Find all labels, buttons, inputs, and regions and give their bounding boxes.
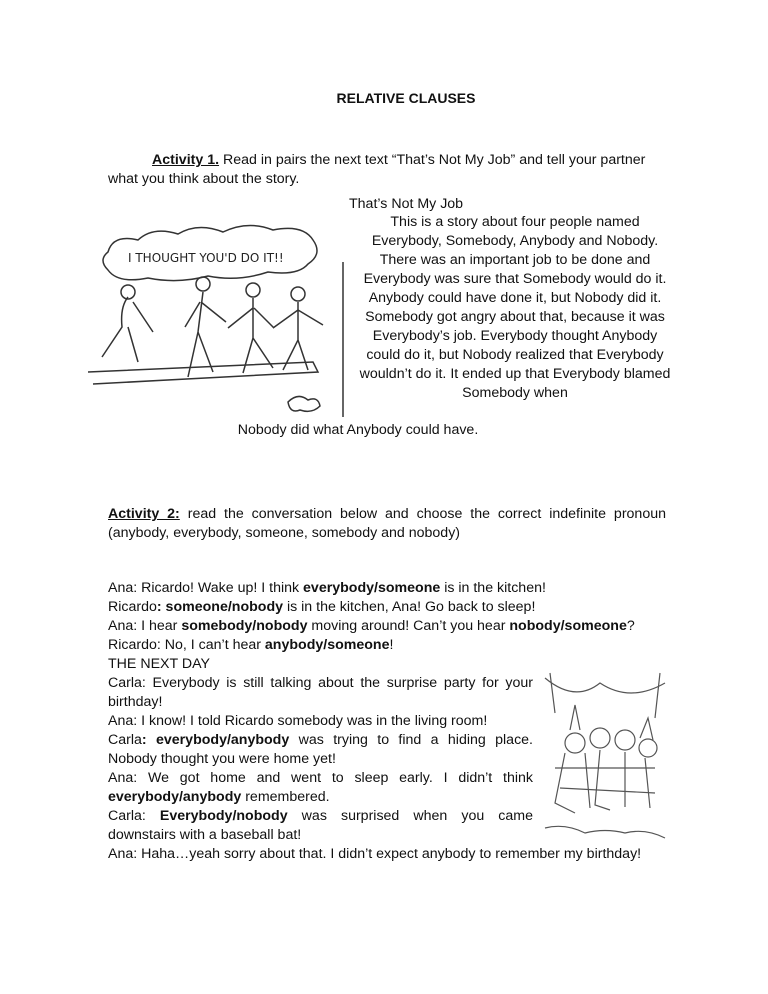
story-title: That’s Not My Job xyxy=(349,196,464,212)
activity-1-text: Read in pairs the next text “That’s Not My Job” and tell your partner what you think about the story. xyxy=(108,152,646,187)
pronoun-choice: Everybody/nobody xyxy=(159,808,288,824)
activity-2-text: read the conversation below and choose the correct indefinite pronoun xyxy=(179,506,666,522)
dialogue-text: Carla: xyxy=(108,808,160,824)
dialogue-text: Ana: Ricardo! Wake up! I think xyxy=(108,580,304,596)
page-title: RELATIVE CLAUSES xyxy=(336,90,476,106)
dialogue-text: remembered. xyxy=(241,789,330,805)
dialogue-text: Ricardo xyxy=(108,599,157,615)
dialogue-line xyxy=(108,769,533,807)
activity-2-instructions xyxy=(108,505,666,543)
dialogue-text: is in the kitchen! xyxy=(440,580,546,596)
pronoun-choice: nobody/someone xyxy=(509,618,627,634)
speech-bubble-text: I THOUGHT YOU'D DO IT!! xyxy=(128,251,284,265)
dialogue-text: is in the kitchen, Ana! Go back to sleep! xyxy=(283,599,536,615)
dialogue-line xyxy=(108,617,668,636)
dialogue-text: Carla: Everybody is still talking about the surprise party for your birthday! xyxy=(108,675,533,710)
dialogue-text: Ana: I hear xyxy=(108,618,182,634)
pronoun-choice: everybody/someone xyxy=(303,580,441,596)
dialogue-text: THE NEXT DAY xyxy=(108,656,210,672)
activity-2-pronoun-list: (anybody, everybody, someone, somebody and nobody) xyxy=(108,525,461,541)
dialogue-text: ? xyxy=(626,618,635,634)
pronoun-choice: somebody/nobody xyxy=(181,618,308,634)
pronoun-choice: : everybody/anybody xyxy=(141,732,290,748)
pronoun-choice: : someone/nobody xyxy=(156,599,284,615)
dialogue-line xyxy=(108,579,668,598)
dialogue-line xyxy=(108,807,533,845)
dialogue-text: Ricardo: No, I can’t hear xyxy=(108,637,265,653)
dialogue-line xyxy=(108,845,668,864)
story-last-line: Nobody did what Anybody could have. xyxy=(237,422,479,438)
dialogue-line xyxy=(108,731,533,769)
dialogue-text: Ana: We got home and went to sleep early. I didn’t think xyxy=(108,770,533,786)
dialogue-line xyxy=(108,636,668,655)
party-illustration xyxy=(540,668,668,843)
story-body: This is a story about four people named Everybody, Somebody, Anybody and Nobody. There was an important job to be done and Everybody was sure that Somebody would do it. Anybody could have done it, but Nobody did it. Somebody got angry about that, because it was Everybody’s job. Everybody thought Anybody could do it, but Nobody realized that Everybody wouldn’t do it. It ended up that Everybody blamed Somebody when xyxy=(359,214,671,401)
dialogue-text: was surprised when you came downstairs with a baseball bat! xyxy=(108,808,533,843)
cartoon-illustration xyxy=(88,222,350,422)
activity-1-label: Activity 1. xyxy=(152,152,220,168)
dialogue-text: Carla xyxy=(108,732,142,748)
dialogue-text: Ana: Haha…yeah sorry about that. I didn’t expect anybody to remember my birthday! xyxy=(108,846,642,862)
dialogue-text: was trying to find a hiding place. Nobody thought you were home yet! xyxy=(108,732,533,767)
dialogue-text: ! xyxy=(389,637,394,653)
activity-2-label: Activity 2: xyxy=(108,506,180,522)
dialogue-line xyxy=(108,674,533,712)
dialogue-text: Ana: I know! I told Ricardo somebody was in the living room! xyxy=(108,713,488,729)
activity-1-instructions xyxy=(108,151,668,189)
pronoun-choice: anybody/someone xyxy=(264,637,390,653)
dialogue-line xyxy=(108,598,668,617)
dialogue-text: moving around! Can’t you hear xyxy=(307,618,510,634)
pronoun-choice: everybody/anybody xyxy=(108,789,242,805)
